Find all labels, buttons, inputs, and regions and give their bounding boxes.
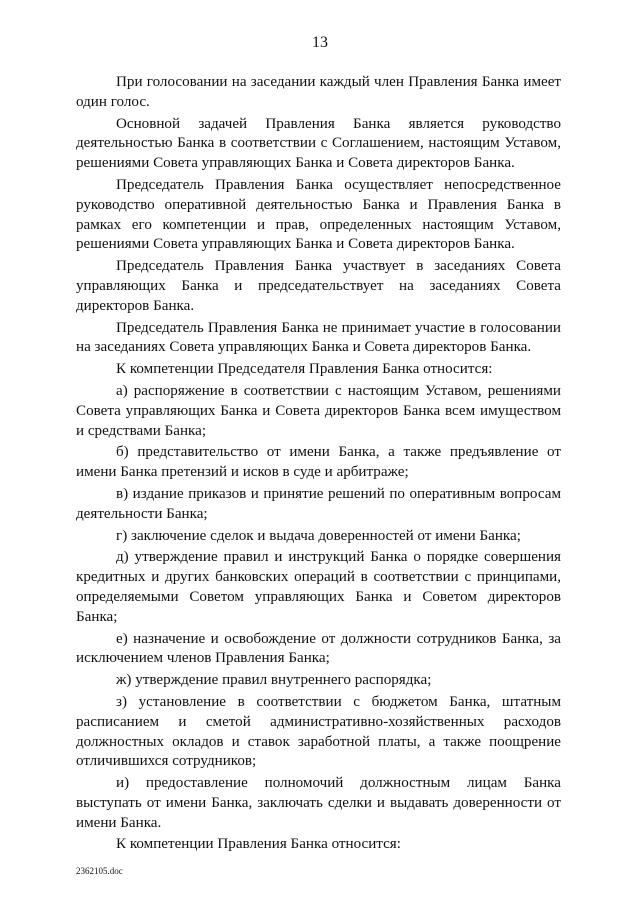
list-item-e: е) назначение и освобождение от должности сотрудников Банка, за исключением членов Правления Банка; xyxy=(76,630,561,667)
list-item-b: б) представительство от имени Банка, а также предъявление от имени Банка претензий и исков в суде и арбитраже; xyxy=(76,444,561,481)
list-item-d: д) утверждение правил и инструкций Банка о порядке совершения кредитных и других банковских операций в соответствии с принципами, определяемыми Советом управляющих Банка и Советом директоров Банка; xyxy=(76,549,561,625)
paragraph-voting: При голосовании на заседании каждый член Правления Банка имеет один голос. xyxy=(76,74,561,110)
page-number: 13 xyxy=(312,34,328,51)
list-item-i: и) предоставление полномочий должностным лицам Банка выступать от имени Банка, заключать сделки и выдавать доверенности от имени Банка. xyxy=(76,775,561,831)
paragraph-board-competence-intro: К компетенции Правления Банка относится: xyxy=(116,836,401,853)
paragraph-chairman-participation: Председатель Правления Банка участвует в заседаниях Совета управляющих Банка и председательствует на заседаниях Совета директоров Банка. xyxy=(76,258,561,314)
list-item-zh: ж) утверждение правил внутреннего распорядка; xyxy=(116,672,432,689)
paragraph-main-task: Основной задачей Правления Банка является руководство деятельностью Банка в соответствии с Соглашением, настоящим Уставом, решениями Совета управляющих Банка и Совета директоров Банка. xyxy=(76,115,561,172)
list-item-g: г) заключение сделок и выдача доверенностей от имени Банка; xyxy=(116,527,521,544)
footer-filename: 2362105.doc xyxy=(76,866,123,876)
document-body xyxy=(76,73,561,857)
paragraph-chairman-management: Председатель Правления Банка осуществляет непосредственное руководство оперативной деятельностью Банка и Правления Банка в рамках его компетенции и прав, определенных настоящим Уставом, решениями Совета управляющих Банка и Совета директоров Банка. xyxy=(76,176,561,253)
list-item-v: в) издание приказов и принятие решений по оперативным вопросам деятельности Банка; xyxy=(76,485,561,522)
paragraph-chairman-no-vote: Председатель Правления Банка не принимает участие в голосовании на заседаниях Совета управляющих Банка и Совета директоров Банка. xyxy=(76,319,561,356)
paragraph-chairman-competence-intro: К компетенции Председателя Правления Банка относится: xyxy=(116,361,493,378)
list-item-a: а) распоряжение в соответствии с настоящим Уставом, решениями Совета управляющих Банка и Совета директоров Банка всем имуществом и средствами Банка; xyxy=(76,382,561,439)
list-item-z: з) установление в соответствии с бюджетом Банка, штатным расписанием и сметой административно-хозяйственных расходов должностных окладов и ставок заработной платы, а также поощрение отличившихся сотрудников; xyxy=(76,693,561,770)
